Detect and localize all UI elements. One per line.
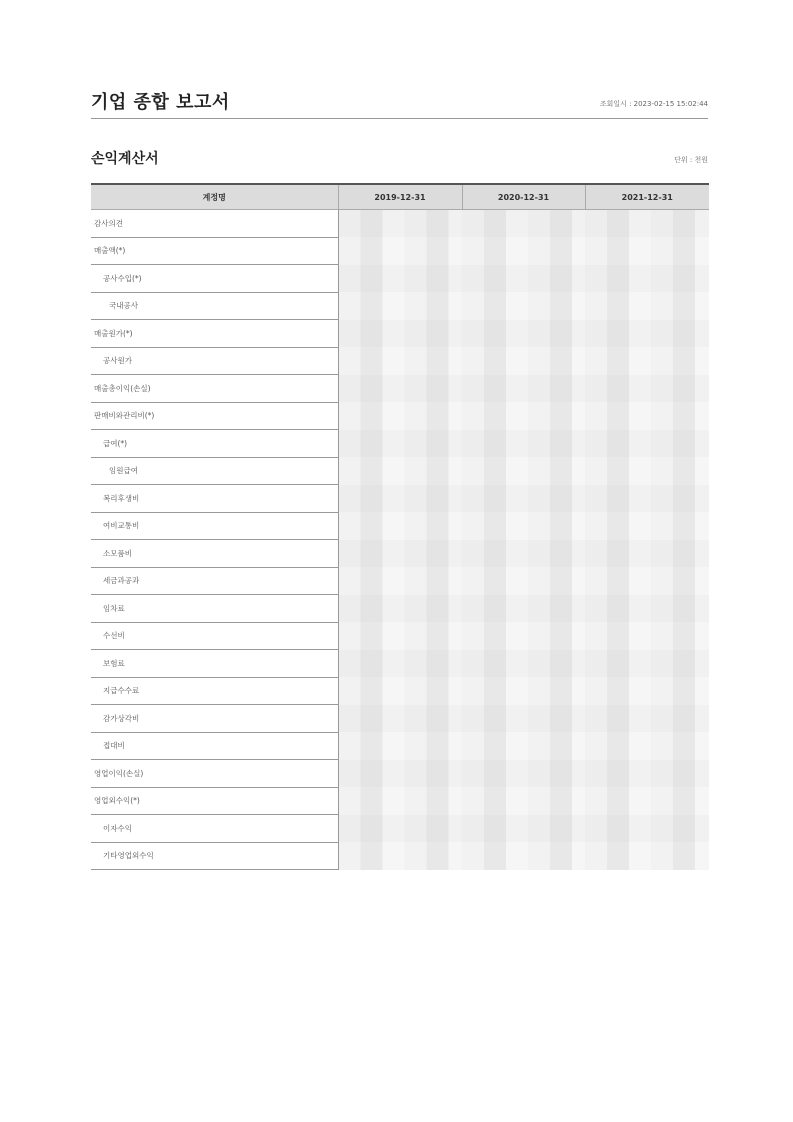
account-label: 감가상각비 (91, 705, 338, 733)
report-title: 기업 종합 보고서 (91, 92, 230, 113)
redacted-value-cell (585, 485, 709, 513)
redacted-value-cell (462, 842, 585, 870)
redacted-value-cell (585, 210, 709, 238)
redacted-value-cell (338, 622, 462, 650)
account-label: 수선비 (91, 622, 338, 650)
redacted-value-cell (585, 787, 709, 815)
account-label: 급여(*) (91, 430, 338, 458)
redacted-value-cell (338, 815, 462, 843)
account-label: 공사원가 (91, 347, 338, 375)
redacted-value-cell (585, 375, 709, 403)
redacted-value-cell (462, 430, 585, 458)
redacted-value-cell (462, 567, 585, 595)
redacted-value-cell (585, 402, 709, 430)
account-label: 매출총이익(손실) (91, 375, 338, 403)
table-row (91, 292, 709, 320)
account-label: 이자수익 (91, 815, 338, 843)
table-header-row (91, 184, 709, 210)
account-label: 영업외수익(*) (91, 787, 338, 815)
table-row (91, 485, 709, 513)
account-label: 영업이익(손실) (91, 760, 338, 788)
table-row (91, 650, 709, 678)
table-row (91, 732, 709, 760)
redacted-value-cell (585, 732, 709, 760)
redacted-value-cell (338, 842, 462, 870)
section-title: 손익계산서 (91, 151, 159, 167)
redacted-value-cell (462, 402, 585, 430)
redacted-value-cell (338, 732, 462, 760)
redacted-value-cell (462, 237, 585, 265)
table-row (91, 430, 709, 458)
redacted-value-cell (338, 512, 462, 540)
table-row (91, 815, 709, 843)
account-label: 보험료 (91, 650, 338, 678)
redacted-value-cell (585, 292, 709, 320)
redacted-value-cell (585, 265, 709, 293)
redacted-value-cell (462, 512, 585, 540)
account-label: 임원급여 (91, 457, 338, 485)
redacted-value-cell (585, 512, 709, 540)
account-label: 국내공사 (91, 292, 338, 320)
account-label: 매출원가(*) (91, 320, 338, 348)
account-label: 지급수수료 (91, 677, 338, 705)
redacted-value-cell (585, 677, 709, 705)
redacted-value-cell (585, 540, 709, 568)
redacted-value-cell (585, 595, 709, 623)
redacted-value-cell (338, 430, 462, 458)
table-row (91, 567, 709, 595)
redacted-value-cell (462, 347, 585, 375)
table-row (91, 760, 709, 788)
redacted-value-cell (338, 650, 462, 678)
table-row (91, 677, 709, 705)
table-row (91, 402, 709, 430)
redacted-value-cell (462, 677, 585, 705)
redacted-value-cell (585, 705, 709, 733)
account-label: 임차료 (91, 595, 338, 623)
redacted-value-cell (585, 567, 709, 595)
account-label: 감사의견 (91, 210, 338, 238)
title-divider (91, 118, 708, 119)
redacted-value-cell (338, 210, 462, 238)
redacted-value-cell (462, 622, 585, 650)
redacted-value-cell (338, 292, 462, 320)
redacted-value-cell (338, 567, 462, 595)
table-row (91, 622, 709, 650)
redacted-value-cell (585, 622, 709, 650)
table-row (91, 540, 709, 568)
table-row (91, 320, 709, 348)
header-year-2019: 2019-12-31 (338, 184, 462, 210)
table-row (91, 787, 709, 815)
redacted-value-cell (462, 760, 585, 788)
table-row (91, 842, 709, 870)
redacted-value-cell (462, 650, 585, 678)
redacted-value-cell (338, 320, 462, 348)
redacted-value-cell (585, 457, 709, 485)
header-year-2020: 2020-12-31 (462, 184, 585, 210)
redacted-value-cell (585, 347, 709, 375)
redacted-value-cell (462, 210, 585, 238)
redacted-value-cell (462, 292, 585, 320)
redacted-value-cell (462, 732, 585, 760)
redacted-value-cell (338, 787, 462, 815)
income-statement-table (91, 183, 709, 870)
redacted-value-cell (462, 595, 585, 623)
header-year-2021: 2021-12-31 (585, 184, 709, 210)
redacted-value-cell (338, 375, 462, 403)
redacted-value-cell (338, 760, 462, 788)
redacted-value-cell (585, 842, 709, 870)
redacted-value-cell (462, 485, 585, 513)
table-row (91, 237, 709, 265)
table-row (91, 375, 709, 403)
table-row (91, 347, 709, 375)
account-label: 소모품비 (91, 540, 338, 568)
account-label: 세금과공과 (91, 567, 338, 595)
redacted-value-cell (585, 760, 709, 788)
table-row (91, 210, 709, 238)
redacted-value-cell (462, 320, 585, 348)
redacted-value-cell (338, 265, 462, 293)
redacted-value-cell (462, 787, 585, 815)
redacted-value-cell (585, 650, 709, 678)
query-timestamp: 조회일시 : 2023-02-15 15:02:44 (599, 100, 708, 108)
redacted-value-cell (338, 540, 462, 568)
redacted-value-cell (462, 815, 585, 843)
account-label: 접대비 (91, 732, 338, 760)
header-account-name: 계정명 (91, 184, 338, 210)
redacted-value-cell (585, 815, 709, 843)
redacted-value-cell (338, 237, 462, 265)
account-label: 기타영업외수익 (91, 842, 338, 870)
account-label: 판매비와관리비(*) (91, 402, 338, 430)
redacted-value-cell (585, 320, 709, 348)
unit-label: 단위 : 천원 (674, 156, 708, 164)
redacted-value-cell (338, 485, 462, 513)
redacted-value-cell (338, 705, 462, 733)
redacted-value-cell (462, 540, 585, 568)
redacted-value-cell (462, 705, 585, 733)
redacted-value-cell (585, 237, 709, 265)
table-row (91, 457, 709, 485)
redacted-value-cell (338, 347, 462, 375)
account-label: 매출액(*) (91, 237, 338, 265)
redacted-value-cell (462, 265, 585, 293)
redacted-value-cell (338, 595, 462, 623)
table-body (91, 210, 709, 870)
redacted-value-cell (585, 430, 709, 458)
redacted-value-cell (338, 677, 462, 705)
account-label: 공사수입(*) (91, 265, 338, 293)
redacted-value-cell (338, 457, 462, 485)
account-label: 복리후생비 (91, 485, 338, 513)
table-row (91, 265, 709, 293)
table-row (91, 705, 709, 733)
redacted-value-cell (462, 457, 585, 485)
table-row (91, 595, 709, 623)
table-row (91, 512, 709, 540)
redacted-value-cell (462, 375, 585, 403)
account-label: 여비교통비 (91, 512, 338, 540)
redacted-value-cell (338, 402, 462, 430)
